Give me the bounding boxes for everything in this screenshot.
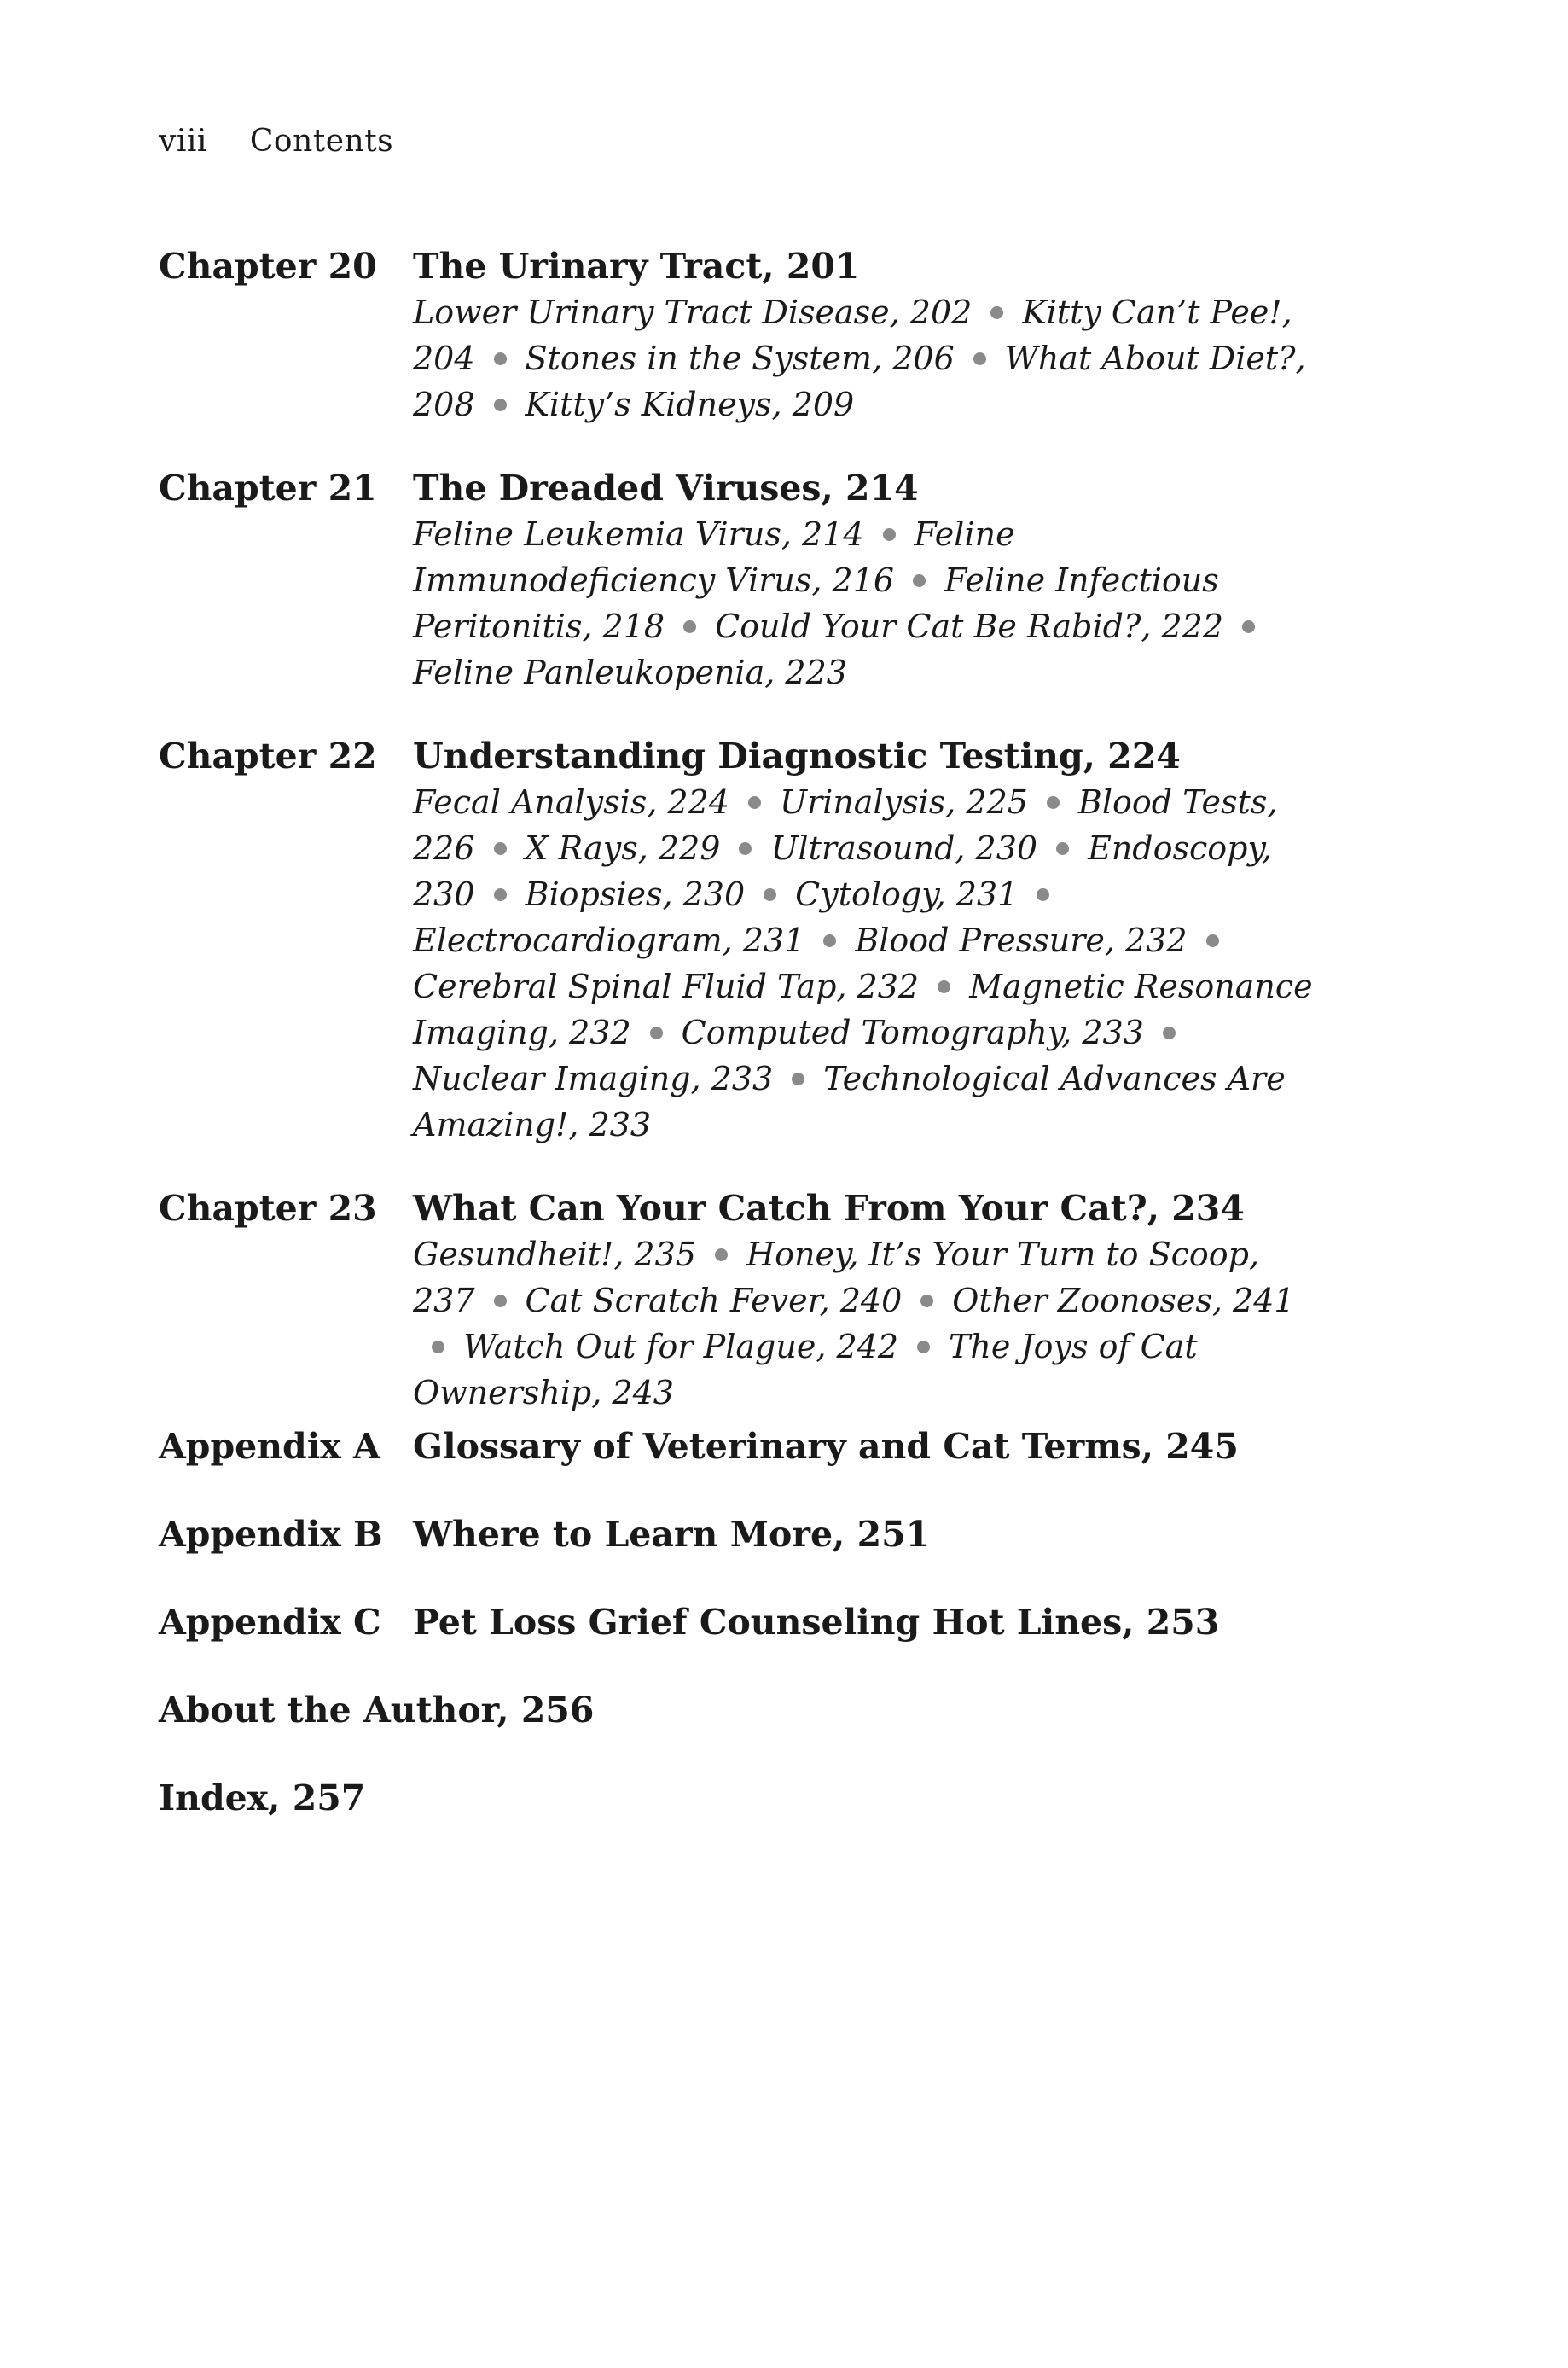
chapter-label: Chapter 20	[159, 246, 377, 287]
chapter-body	[413, 1185, 1317, 1416]
chapter-entry	[159, 243, 1353, 428]
topic-item[interactable]: Urinalysis, 225	[779, 783, 1028, 821]
bullet-icon	[990, 306, 1003, 319]
bullet-icon	[1163, 1027, 1176, 1039]
bullet-icon	[823, 934, 836, 947]
bullet-icon	[792, 1073, 804, 1085]
appendix-label: Appendix A	[159, 1426, 380, 1467]
bullet-icon	[883, 528, 896, 541]
chapter-entry	[159, 733, 1353, 1148]
chapter-topics	[413, 511, 1317, 695]
chapter-label: Chapter 23	[159, 1188, 377, 1229]
topic-item[interactable]: Lower Urinary Tract Disease, 202	[413, 294, 973, 331]
chapter-topics	[413, 1231, 1317, 1416]
chapter-topics	[413, 289, 1317, 428]
bullet-icon	[494, 842, 507, 855]
topic-item[interactable]: The Joys of Cat Ownership, 243	[413, 1328, 1198, 1411]
topic-item[interactable]: Electrocardiogram, 231	[413, 922, 805, 959]
appendix-label: Appendix C	[159, 1602, 381, 1643]
section-title: Contents	[249, 124, 394, 159]
topic-item[interactable]: Ultrasound, 230	[770, 829, 1038, 867]
bullet-icon	[1242, 620, 1255, 633]
chapter-title[interactable]: Understanding Diagnostic Testing, 224	[413, 736, 1181, 777]
bullet-icon	[920, 1295, 933, 1307]
bullet-icon	[764, 888, 776, 901]
bullet-icon	[1206, 934, 1219, 947]
appendix-label: Appendix B	[159, 1514, 383, 1555]
chapter-title[interactable]: The Urinary Tract, 201	[413, 246, 860, 287]
bullet-icon	[1047, 796, 1060, 809]
topic-item[interactable]: Stones in the System, 206	[525, 340, 955, 377]
topic-item[interactable]: Cytology, 231	[795, 876, 1019, 913]
topic-item[interactable]: Biopsies, 230	[525, 876, 746, 913]
bullet-icon	[683, 620, 696, 633]
appendix-title: Pet Loss Grief Counseling Hot Lines, 253	[413, 1602, 1220, 1643]
chapter-entry	[159, 1185, 1353, 1416]
topic-item[interactable]: Honey, It’s Your Turn to Scoop, 237	[413, 1236, 1260, 1319]
chapter-body	[413, 465, 1317, 695]
topic-item[interactable]: Feline Infectious Peritonitis, 218	[413, 561, 1219, 645]
bullet-icon	[739, 842, 752, 855]
topic-item[interactable]: Cat Scratch Fever, 240	[525, 1282, 903, 1319]
topic-item[interactable]: Computed Tomography, 233	[681, 1014, 1144, 1051]
bullet-icon	[494, 399, 507, 411]
bullet-icon	[917, 1341, 930, 1353]
topic-item[interactable]: Technological Advances Are Amazing!, 233	[413, 1060, 1286, 1143]
bullet-icon	[1056, 842, 1069, 855]
topic-item[interactable]: Magnetic Resonance Imaging, 232	[413, 968, 1313, 1051]
chapter-body	[413, 733, 1317, 1148]
bullet-icon	[938, 980, 950, 993]
topic-item[interactable]: Cerebral Spinal Fluid Tap, 232	[413, 968, 920, 1005]
bullet-icon	[973, 352, 986, 365]
bullet-icon	[748, 796, 761, 809]
about-author-entry[interactable]: About the Author, 256	[159, 1690, 595, 1731]
bullet-icon	[715, 1248, 728, 1261]
bullet-icon	[432, 1341, 444, 1353]
chapter-body	[413, 243, 1317, 428]
topic-item[interactable]: Feline Panleukopenia, 223	[413, 654, 847, 691]
topic-item[interactable]: Fecal Analysis, 224	[413, 783, 729, 821]
topic-item[interactable]: Kitty Can’t Pee!, 204	[413, 294, 1292, 377]
appendix-title: Glossary of Veterinary and Cat Terms, 245	[413, 1426, 1239, 1467]
topic-item[interactable]: Nuclear Imaging, 233	[413, 1060, 774, 1097]
running-head	[159, 124, 393, 159]
backmatter-list	[159, 1687, 1353, 1821]
appendix-title: Where to Learn More, 251	[413, 1514, 931, 1555]
bullet-icon	[650, 1027, 663, 1039]
topic-item[interactable]: Feline Immunodeficiency Virus, 216	[413, 515, 1015, 599]
topic-item[interactable]: Blood Tests, 226	[413, 783, 1278, 867]
page-number: viii	[159, 124, 207, 159]
index-entry[interactable]: Index, 257	[159, 1777, 366, 1818]
chapter-topics	[413, 779, 1317, 1148]
appendix-list	[159, 1423, 1353, 1863]
topic-item[interactable]: Watch Out for Plague, 242	[463, 1328, 899, 1365]
bullet-icon	[913, 574, 926, 587]
bullet-icon	[494, 1295, 507, 1307]
appendix-entry[interactable]	[159, 1511, 1353, 1557]
topic-item[interactable]: Feline Leukemia Virus, 214	[413, 515, 864, 553]
topic-item[interactable]: X Rays, 229	[525, 829, 721, 867]
chapter-label: Chapter 22	[159, 736, 377, 777]
bullet-icon	[494, 352, 507, 365]
topic-item[interactable]: Gesundheit!, 235	[413, 1236, 696, 1273]
chapter-label: Chapter 21	[159, 468, 377, 509]
topic-item[interactable]: Could Your Cat Be Rabid?, 222	[715, 608, 1224, 645]
chapter-list	[159, 243, 1353, 1453]
bullet-icon	[494, 888, 507, 901]
topic-item[interactable]: Blood Pressure, 232	[855, 922, 1188, 959]
appendix-entry[interactable]	[159, 1599, 1353, 1645]
topic-item[interactable]: Other Zoonoses, 241	[952, 1282, 1295, 1319]
bullet-icon	[1037, 888, 1049, 901]
topic-item[interactable]: What About Diet?, 208	[413, 340, 1306, 423]
topic-item[interactable]: Endoscopy, 230	[413, 829, 1272, 913]
chapter-title[interactable]: What Can Your Catch From Your Cat?, 234	[413, 1188, 1245, 1229]
chapter-entry	[159, 465, 1353, 695]
chapter-title[interactable]: The Dreaded Viruses, 214	[413, 468, 919, 509]
appendix-entry[interactable]	[159, 1423, 1353, 1469]
topic-item[interactable]: Kitty’s Kidneys, 209	[525, 386, 855, 423]
